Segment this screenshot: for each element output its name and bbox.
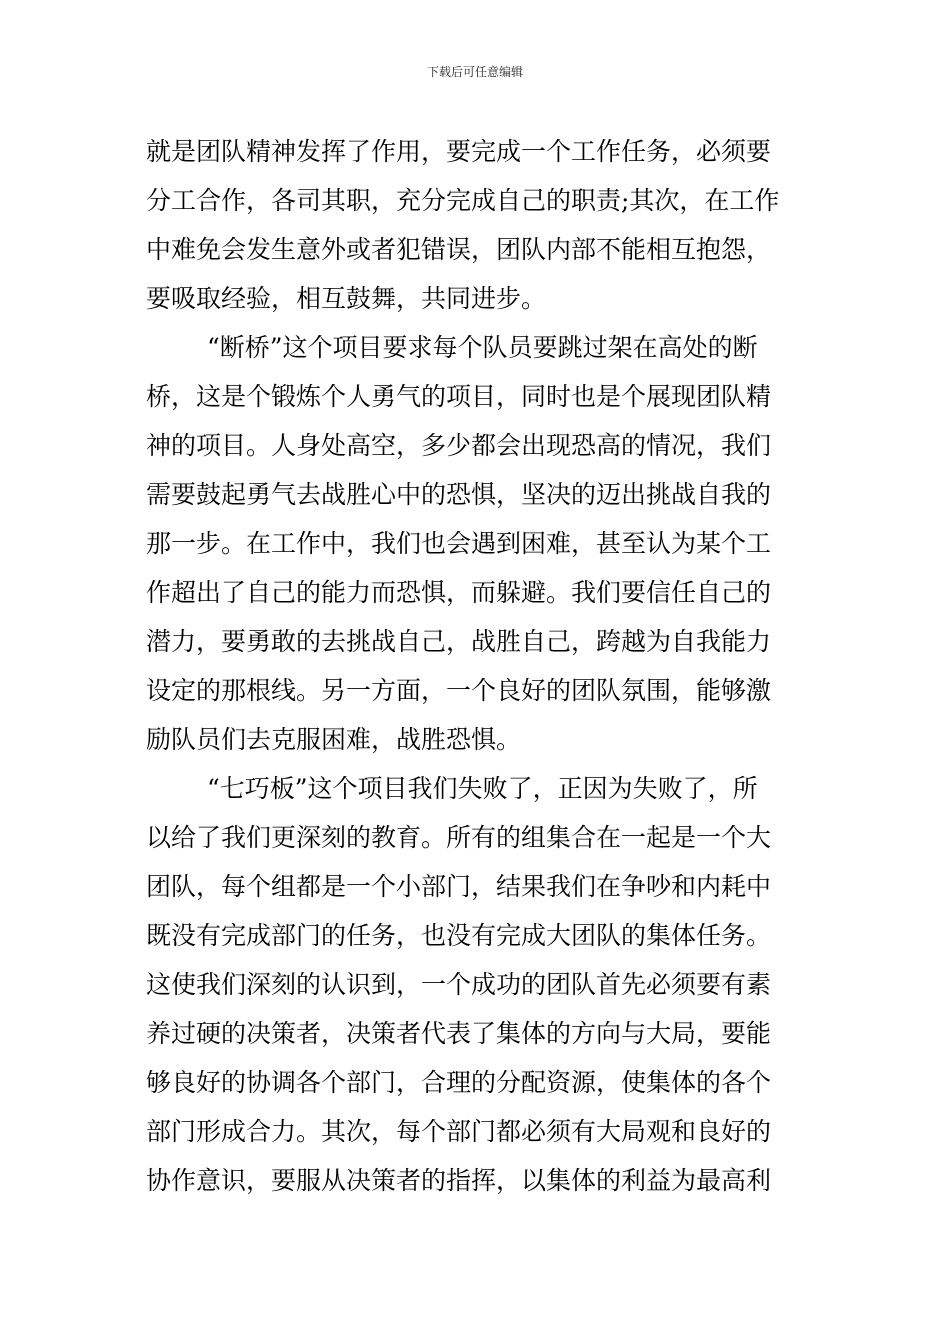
page-header: 下载后可任意编辑 <box>426 65 523 79</box>
text-line: 够良好的协调各个部门，合理的分配资源，使集体的各个 <box>146 1068 772 1097</box>
text-line: 分工合作，各司其职，充分完成自己的职责;其次，在工作 <box>146 186 780 215</box>
text-line: 中难免会发生意外或者犯错误，团队内部不能相互抱怨， <box>146 235 772 264</box>
text-line: 以给了我们更深刻的教育。所有的组集合在一起是一个大 <box>146 823 772 852</box>
text-line: 部门形成合力。其次，每个部门都必须有大局观和良好的 <box>146 1117 772 1146</box>
text-line: 这使我们深刻的认识到，一个成功的团队首先必须要有素 <box>146 970 772 999</box>
text-line: 设定的那根线。另一方面，一个良好的团队氛围，能够激 <box>146 676 772 705</box>
text-line: 既没有完成部门的任务，也没有完成大团队的集体任务。 <box>146 921 772 950</box>
text-line: “断桥”这个项目要求每个队员要跳过架在高处的断 <box>207 333 758 362</box>
text-line: 桥，这是个锻炼个人勇气的项目，同时也是个展现团队精 <box>146 382 772 411</box>
text-line: 励队员们去克服困难，战胜恐惧。 <box>146 725 522 754</box>
text-line: 作超出了自己的能力而恐惧，而躲避。我们要信任自己的 <box>146 578 772 607</box>
text-line: 就是团队精神发挥了作用，要完成一个工作任务，必须要 <box>146 137 772 166</box>
text-line: 养过硬的决策者，决策者代表了集体的方向与大局，要能 <box>146 1019 772 1048</box>
text-line: 团队，每个组都是一个小部门，结果我们在争吵和内耗中 <box>146 872 772 901</box>
text-line: 潜力，要勇敢的去挑战自己，战胜自己，跨越为自我能力 <box>146 627 772 656</box>
text-line: 要吸取经验，相互鼓舞，共同进步。 <box>146 284 547 313</box>
text-line: “七巧板”这个项目我们失败了，正因为失败了，所 <box>207 774 758 803</box>
document-body <box>146 127 806 1205</box>
text-line: 需要鼓起勇气去战胜心中的恐惧，坚决的迈出挑战自我的 <box>146 480 772 509</box>
text-line: 神的项目。人身处高空，多少都会出现恐高的情况，我们 <box>146 431 772 460</box>
text-line: 那一步。在工作中，我们也会遇到困难，甚至认为某个工 <box>146 529 772 558</box>
text-line: 协作意识，要服从决策者的指挥，以集体的利益为最高利 <box>146 1166 772 1195</box>
